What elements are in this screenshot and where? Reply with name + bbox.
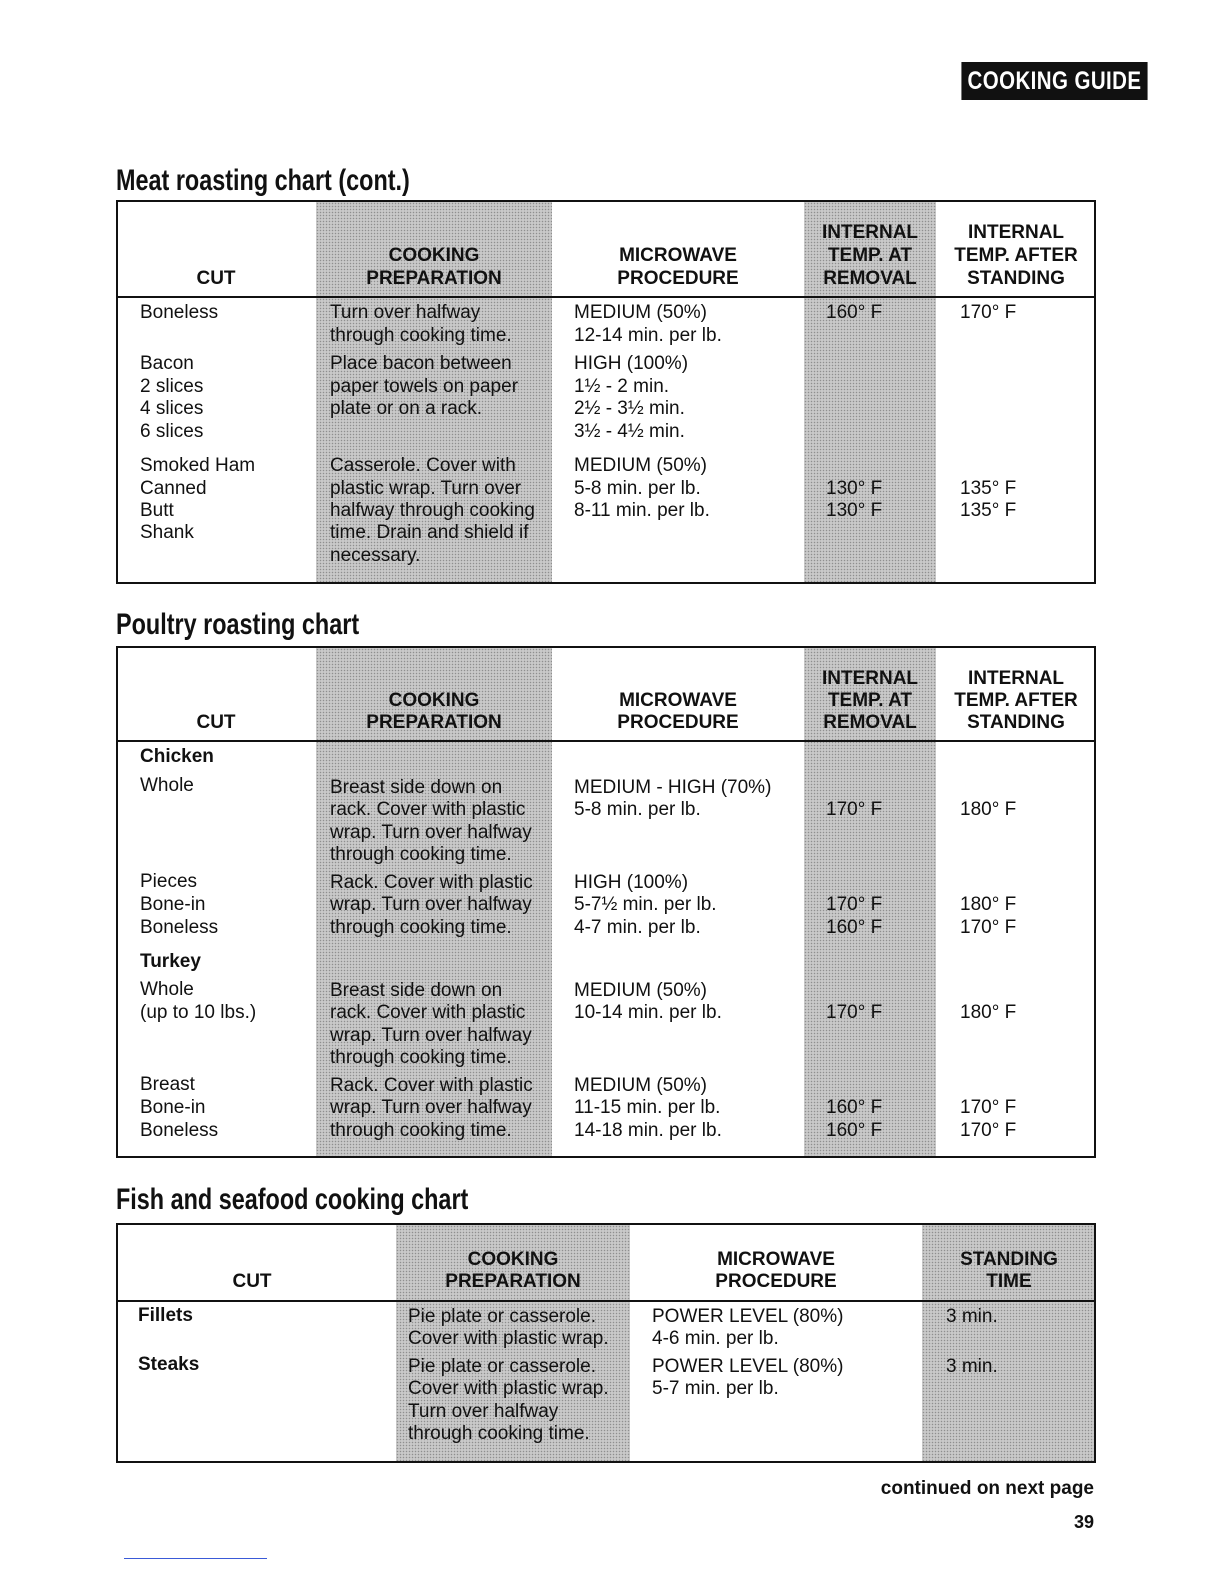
prep-cell: Pie plate or casserole. bbox=[408, 1306, 596, 1327]
prep-cell: Casserole. Cover with bbox=[330, 455, 516, 476]
procedure-cell: POWER LEVEL (80%) bbox=[652, 1306, 844, 1327]
after-temp-cell: 180° F bbox=[960, 799, 1017, 820]
header-line: COOKING bbox=[388, 245, 480, 266]
removal-temp-cell: 170° F bbox=[826, 1002, 883, 1023]
prep-cell: Rack. Cover with plastic bbox=[330, 1075, 533, 1096]
header-line: MICROWAVE bbox=[717, 1249, 835, 1270]
procedure-cell: 2½ - 3½ min. bbox=[574, 398, 685, 419]
cut-cell: Whole bbox=[140, 979, 194, 1000]
after-temp-cell: 170° F bbox=[960, 917, 1017, 938]
prep-cell: through cooking time. bbox=[330, 844, 512, 865]
procedure-cell: 4-6 min. per lb. bbox=[652, 1328, 779, 1349]
header-line: TEMP. AT bbox=[827, 690, 913, 711]
prep-cell: wrap. Turn over halfway bbox=[330, 1097, 532, 1118]
group-label-turkey: Turkey bbox=[140, 951, 201, 972]
header-line: PREPARATION bbox=[366, 712, 502, 733]
cooking-guide-tab: COOKING GUIDE bbox=[961, 62, 1147, 100]
prep-cell: Pie plate or casserole. bbox=[408, 1356, 596, 1377]
header-line: REMOVAL bbox=[823, 712, 917, 733]
procedure-cell: POWER LEVEL (80%) bbox=[652, 1356, 844, 1377]
fish-chart-title: Fish and seafood cooking chart bbox=[116, 1183, 469, 1216]
after-temp-cell: 170° F bbox=[960, 302, 1017, 323]
procedure-cell: 5-8 min. per lb. bbox=[574, 799, 701, 820]
procedure-cell: MEDIUM (50%) bbox=[574, 1075, 708, 1096]
procedure-cell: MEDIUM (50%) bbox=[574, 455, 708, 476]
cut-cell: 6 slices bbox=[140, 421, 204, 442]
header-line: TIME bbox=[986, 1271, 1032, 1292]
removal-temp-cell: 160° F bbox=[826, 1120, 883, 1141]
header-line: STANDING bbox=[967, 712, 1065, 733]
removal-temp-cell: 160° F bbox=[826, 302, 883, 323]
prep-cell: time. Drain and shield if bbox=[330, 522, 529, 543]
cut-cell: Butt bbox=[140, 500, 174, 521]
cut-cell: Steaks bbox=[138, 1354, 200, 1375]
header-line: PREPARATION bbox=[445, 1271, 581, 1292]
cut-cell: 2 slices bbox=[140, 376, 204, 397]
prep-cell: wrap. Turn over halfway bbox=[330, 894, 532, 915]
cut-cell: Boneless bbox=[140, 917, 219, 938]
cut-cell: Pieces bbox=[140, 871, 198, 892]
cut-cell: Canned bbox=[140, 478, 207, 499]
header-line: TEMP. AFTER bbox=[954, 245, 1078, 266]
procedure-cell: 5-7 min. per lb. bbox=[652, 1378, 779, 1399]
header-line: MICROWAVE bbox=[619, 245, 737, 266]
cut-cell: Bacon bbox=[140, 353, 194, 374]
prep-cell: Cover with plastic wrap. bbox=[408, 1328, 609, 1349]
after-temp-cell: 170° F bbox=[960, 1120, 1017, 1141]
fish-seafood-table bbox=[116, 1223, 1096, 1463]
prep-cell: rack. Cover with plastic bbox=[330, 799, 526, 820]
header-line: INTERNAL bbox=[967, 222, 1065, 243]
col-header-cut: CUT bbox=[196, 712, 236, 733]
procedure-cell: MEDIUM (50%) bbox=[574, 980, 708, 1001]
procedure-cell: 11-15 min. per lb. bbox=[574, 1097, 721, 1118]
prep-cell: through cooking time. bbox=[408, 1423, 590, 1444]
after-temp-cell: 180° F bbox=[960, 1002, 1017, 1023]
after-temp-cell: 180° F bbox=[960, 894, 1017, 915]
procedure-cell: 1½ - 2 min. bbox=[574, 376, 670, 397]
prep-cell: through cooking time. bbox=[330, 917, 512, 938]
cut-cell: Shank bbox=[140, 522, 194, 543]
cut-cell: 4 slices bbox=[140, 398, 204, 419]
group-label-chicken: Chicken bbox=[140, 746, 214, 767]
col-header-cut: CUT bbox=[196, 268, 236, 289]
cut-cell: Fillets bbox=[138, 1305, 193, 1326]
procedure-cell: 4-7 min. per lb. bbox=[574, 917, 701, 938]
header-line: STANDING bbox=[960, 1249, 1058, 1270]
meat-chart-title: Meat roasting chart (cont.) bbox=[116, 164, 410, 197]
removal-temp-cell: 170° F bbox=[826, 894, 883, 915]
after-temp-cell: 170° F bbox=[960, 1097, 1017, 1118]
prep-cell: Rack. Cover with plastic bbox=[330, 872, 533, 893]
procedure-cell: HIGH (100%) bbox=[574, 872, 689, 893]
header-line: TEMP. AFTER bbox=[954, 690, 1078, 711]
cut-cell: Whole bbox=[140, 775, 194, 796]
prep-cell: plate or on a rack. bbox=[330, 398, 483, 419]
header-line: INTERNAL bbox=[967, 668, 1065, 689]
meat-roasting-table bbox=[116, 200, 1096, 584]
prep-cell: Place bacon between bbox=[330, 353, 512, 374]
procedure-cell: HIGH (100%) bbox=[574, 353, 689, 374]
header-line: COOKING bbox=[388, 690, 480, 711]
standing-time-cell: 3 min. bbox=[946, 1356, 998, 1377]
prep-cell: Turn over halfway bbox=[408, 1401, 559, 1422]
page-number: 39 bbox=[1073, 1512, 1094, 1532]
cut-cell: Breast bbox=[140, 1074, 195, 1095]
header-line: MICROWAVE bbox=[619, 690, 737, 711]
cut-cell: Boneless bbox=[140, 1120, 219, 1141]
procedure-cell: 14-18 min. per lb. bbox=[574, 1120, 722, 1141]
header-line: PREPARATION bbox=[366, 268, 502, 289]
prep-cell: wrap. Turn over halfway bbox=[330, 822, 532, 843]
removal-temp-cell: 170° F bbox=[826, 799, 883, 820]
footer-rule bbox=[124, 1558, 267, 1559]
header-line: TEMP. AT bbox=[827, 245, 913, 266]
cut-cell: Boneless bbox=[140, 302, 219, 323]
prep-cell: wrap. Turn over halfway bbox=[330, 1025, 532, 1046]
procedure-cell: 5-8 min. per lb. bbox=[574, 478, 701, 499]
removal-temp-cell: 160° F bbox=[826, 917, 883, 938]
removal-temp-cell: 130° F bbox=[826, 478, 883, 499]
procedure-cell: 5-7½ min. per lb. bbox=[574, 894, 717, 915]
procedure-cell: 3½ - 4½ min. bbox=[574, 421, 685, 442]
prep-cell: Cover with plastic wrap. bbox=[408, 1378, 609, 1399]
header-line: PROCEDURE bbox=[617, 268, 739, 289]
header-line: REMOVAL bbox=[823, 268, 917, 289]
prep-cell: necessary. bbox=[330, 545, 421, 566]
after-temp-cell: 135° F bbox=[960, 500, 1017, 521]
procedure-cell: MEDIUM (50%) bbox=[574, 302, 708, 323]
prep-cell: Turn over halfway bbox=[330, 302, 481, 323]
header-line: COOKING bbox=[467, 1249, 559, 1270]
standing-time-cell: 3 min. bbox=[946, 1306, 998, 1327]
header-line: STANDING bbox=[967, 268, 1065, 289]
header-rule bbox=[118, 296, 1094, 298]
header-line: INTERNAL bbox=[821, 222, 919, 243]
poultry-roasting-table bbox=[116, 646, 1096, 1158]
cut-cell: Bone-in bbox=[140, 1097, 206, 1118]
prep-cell: halfway through cooking bbox=[330, 500, 535, 521]
cut-cell: Smoked Ham bbox=[140, 455, 256, 476]
poultry-chart-title: Poultry roasting chart bbox=[116, 608, 360, 641]
prep-cell: plastic wrap. Turn over bbox=[330, 478, 522, 499]
header-rule bbox=[118, 740, 1094, 742]
header-line: PROCEDURE bbox=[617, 712, 739, 733]
header-line: INTERNAL bbox=[821, 668, 919, 689]
removal-temp-cell: 130° F bbox=[826, 500, 883, 521]
cut-cell: Bone-in bbox=[140, 894, 206, 915]
prep-cell: paper towels on paper bbox=[330, 376, 519, 397]
prep-cell: rack. Cover with plastic bbox=[330, 1002, 526, 1023]
removal-temp-cell: 160° F bbox=[826, 1097, 883, 1118]
continued-note: continued on next page bbox=[880, 1478, 1094, 1499]
after-temp-cell: 135° F bbox=[960, 478, 1017, 499]
header-rule bbox=[118, 1300, 1094, 1302]
procedure-cell: 8-11 min. per lb. bbox=[574, 500, 710, 521]
prep-cell: through cooking time. bbox=[330, 1047, 512, 1068]
procedure-cell: 12-14 min. per lb. bbox=[574, 325, 722, 346]
header-line: PROCEDURE bbox=[715, 1271, 837, 1292]
prep-cell: Breast side down on bbox=[330, 980, 503, 1001]
cut-cell: (up to 10 lbs.) bbox=[140, 1002, 257, 1023]
procedure-cell: MEDIUM - HIGH (70%) bbox=[574, 777, 772, 798]
prep-cell: Breast side down on bbox=[330, 777, 503, 798]
col-header-cut: CUT bbox=[232, 1271, 272, 1292]
prep-cell: through cooking time. bbox=[330, 325, 512, 346]
prep-cell: through cooking time. bbox=[330, 1120, 512, 1141]
procedure-cell: 10-14 min. per lb. bbox=[574, 1002, 722, 1023]
